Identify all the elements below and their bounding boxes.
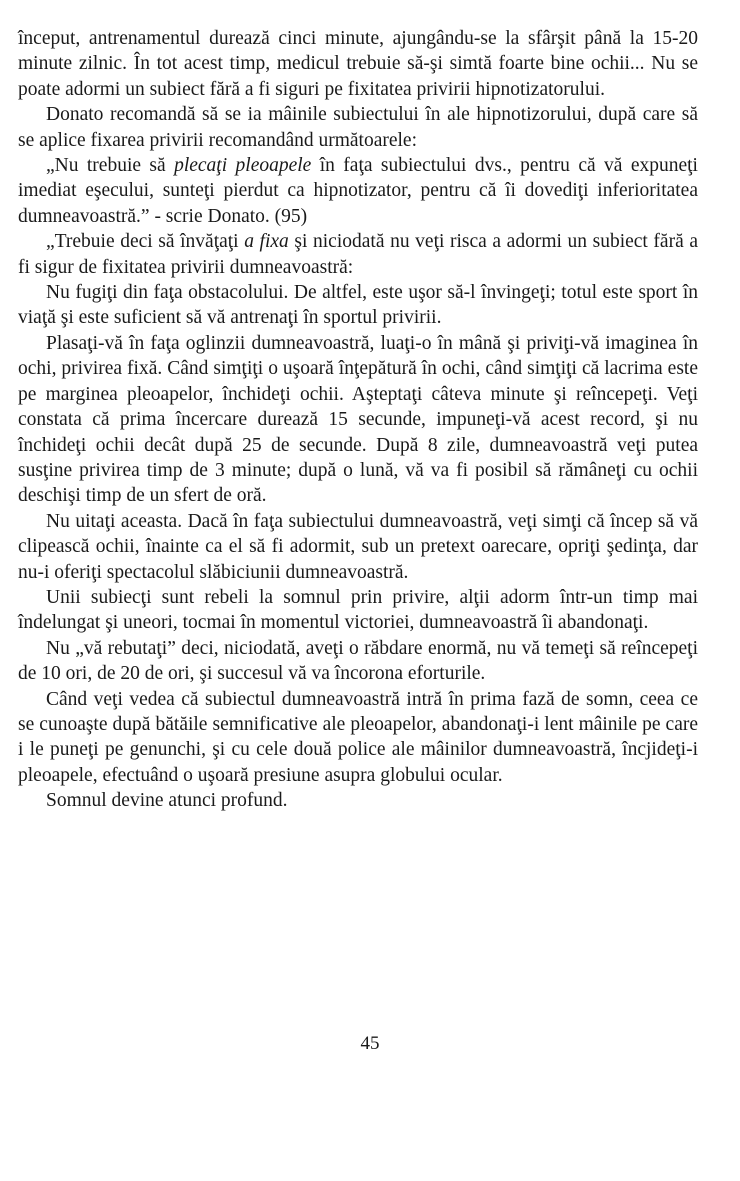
text-run: Donato recomandă să se ia mâinile subiectului în ale hipnotizorului, după care să se aplice fixarea privirii recomandând următoarele: [18,104,698,151]
text-run: Plasaţi-vă în faţa oglinzii dumneavoastră, luaţi-o în mână şi priviţi-vă imaginea în ochi, privirea fixă. Când simţiţi o uşoară înţepătură în ochi, când simţiţi că lacrima este pe marginea pleoapelor, închideţi ochii. Aşteptaţi câteva minute şi reîncepeţi. Veţi constata că prima încercare durează 15 secunde, impuneţi-vă acest record, şi nu închideţi ochii decât după 25 de secunde. După 8 zile, dumneavoastră veţi putea susţine privirea timp de 3 minute; după o lună, vă va fi posibil să rămâneţi cu ochii deschişi timp de un sfert de oră. [18,332,698,507]
paragraph-8 [18,585,698,636]
text-run: „Trebuie deci să învăţaţi [46,231,245,253]
text-run: început, antrenamentul durează cinci minute, ajungându-se la sfârşit până la 15-20 minute zilnic. În tot acest timp, medicul trebuie să-şi simtă foarte bine ochii... Nu se poate adormi un subiect fără a fi siguri pe fixitatea privirii hipnotizatorului. [18,28,698,100]
paragraph-4-quote [18,229,698,280]
paragraph-9 [18,636,698,687]
text-run: şi niciodată nu veţi risca a adormi un subiect fără a fi sigur de fixitatea privirii dumneavoastră: [18,231,698,278]
paragraph-6 [18,331,698,509]
paragraph-11 [18,788,698,813]
paragraph-7 [18,509,698,585]
paragraph-3-quote [18,153,698,229]
page-body [18,26,698,814]
text-run: în faţa subiectului dvs., pentru că vă expuneţi imediat eşecului, sunteţi pierdut ca hipnotizator, pentru că îi dovediţi inferioritatea dumneavoastră.” - scrie Donato. (95) [18,155,698,227]
text-run: Nu fugiţi din faţa obstacolului. De altfel, este uşor să-l învingeţi; totul este sport în viaţă şi este suficient să vă antrenaţi în sportul privirii. [18,282,698,329]
page-number: 45 [360,1033,380,1054]
emphasis-text: a fixa [244,231,289,253]
paragraph-10 [18,687,698,789]
paragraph-2 [18,102,698,153]
text-run: „Nu trebuie să [46,155,175,177]
text-run: Nu uitaţi aceasta. Dacă în faţa subiectului dumneavoastră, veţi simţi că încep să vă clipească ochii, înainte ca el să fi adormit, sub un pretext oarecare, opriţi şedinţa, dar nu-i oferiţi spectacolul slăbiciunii dumneavoastră. [18,510,698,583]
paragraph-5 [18,280,698,331]
paragraph-1 [18,26,698,102]
emphasis-text: plecaţi pleoapele [174,155,312,177]
text-run: Somnul devine atunci profund. [46,790,288,812]
text-run: Unii subiecţi sunt rebeli la somnul prin privire, alţii adorm într-un timp mai îndelungat şi uneori, tocmai în momentul victoriei, dumneavoastră îi abandonaţi. [18,586,698,634]
text-run: Nu „vă rebutaţi” deci, niciodată, aveţi o răbdare enormă, nu vă temeţi să reîncepeţi de 10 ori, de 20 de ori, şi succesul vă va încorona eforturile. [18,637,698,685]
text-run: Când veţi vedea că subiectul dumneavoastră intră în prima fază de somn, ceea ce se cunoaşte după bătăile semnificative ale pleoapelor, abandonaţi-i lent mâinile pe care i le puneţi pe genunchi, şi cu cele două police ale mâinilor dumneavoastră, încjideţi-i pleoapele, efectuând o uşoară presiune asupra globului ocular. [18,688,698,786]
